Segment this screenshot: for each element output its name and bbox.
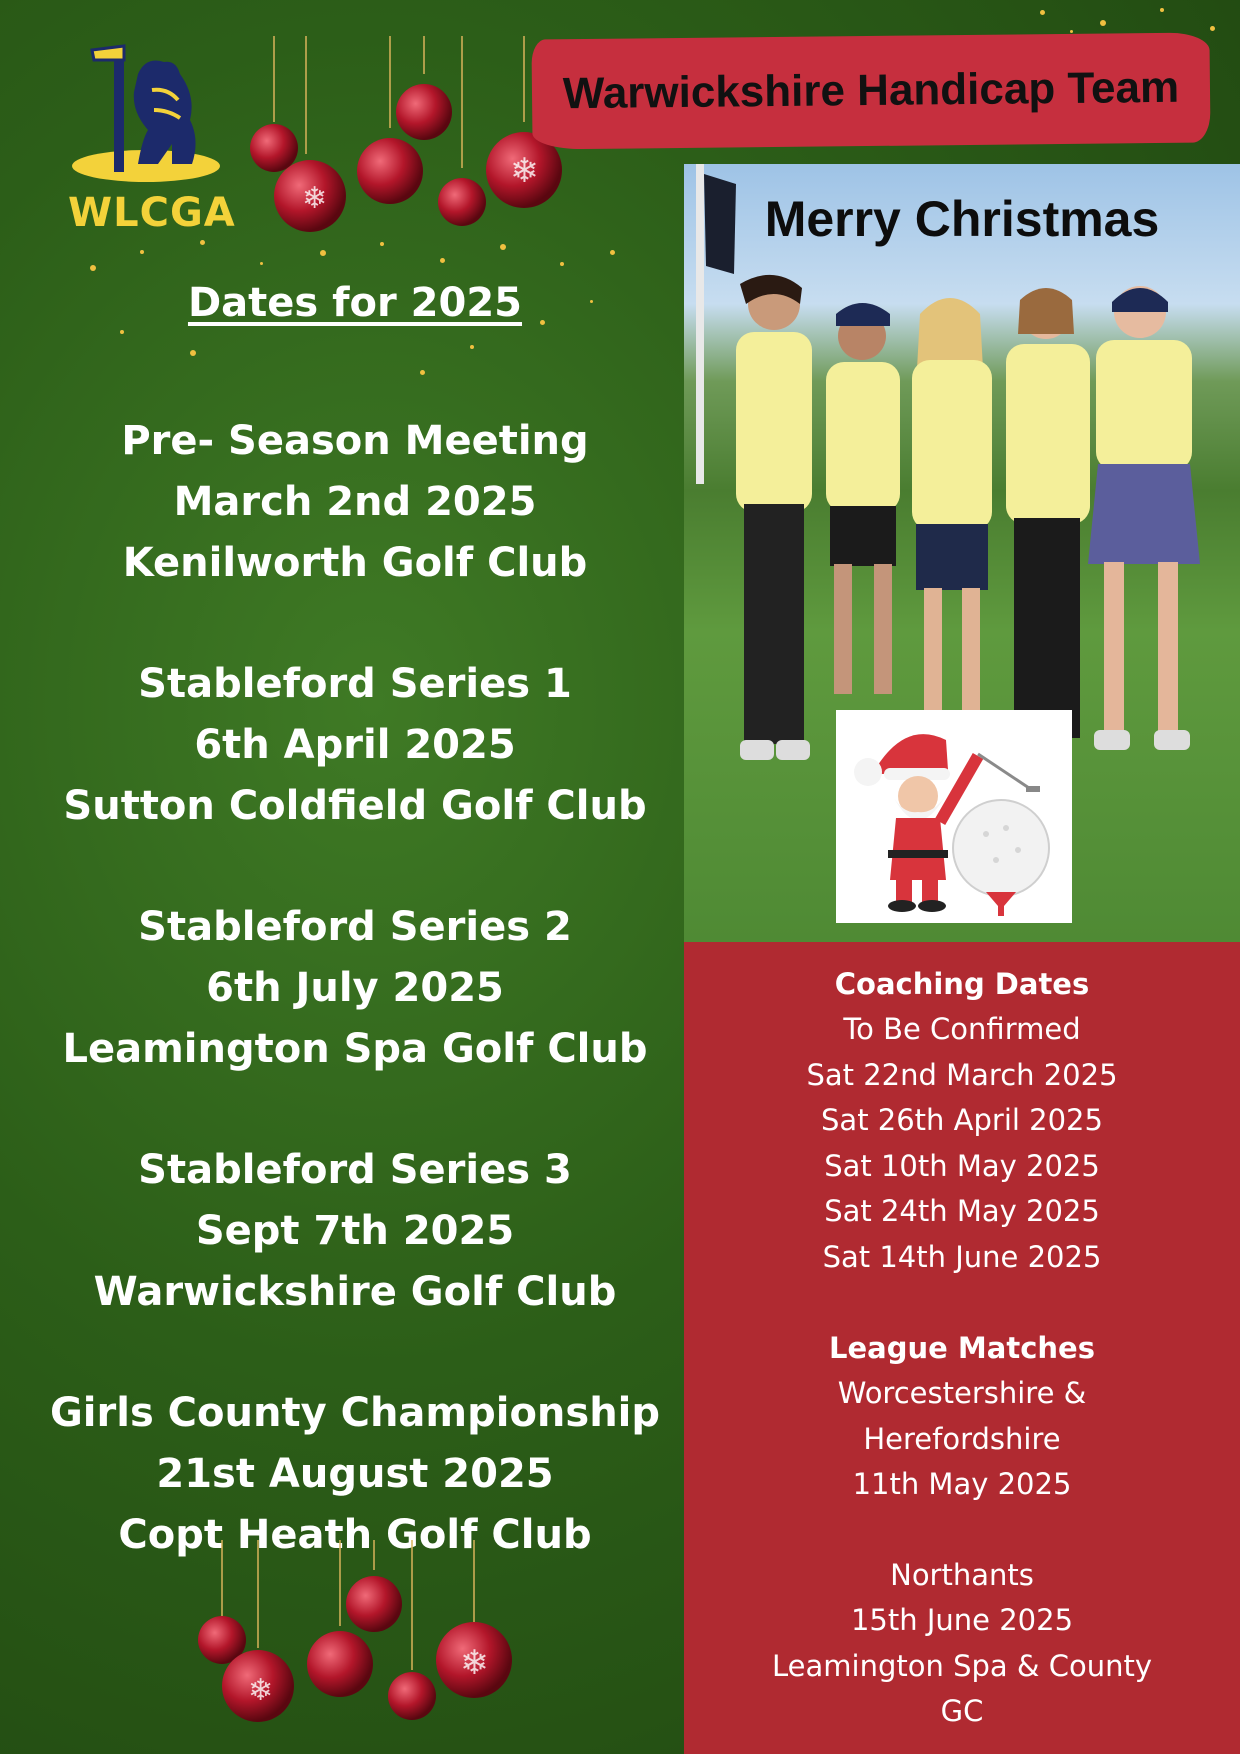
- santa-golfer-image: [836, 710, 1072, 923]
- team-banner: [531, 32, 1210, 149]
- christmas-baubles-bottom: [190, 1540, 530, 1754]
- wlcga-logo: [68, 40, 236, 240]
- league-line: Herefordshire: [863, 1421, 1061, 1456]
- event-stableford-1: [40, 654, 670, 837]
- event-name: Stableford Series 2: [138, 904, 572, 950]
- svg-text:❄: ❄: [248, 1673, 274, 1708]
- event-venue: Kenilworth Golf Club: [122, 540, 588, 586]
- event-pre-season: [40, 411, 670, 594]
- league-line: Leamington Spa & County: [772, 1648, 1152, 1683]
- event-name: Stableford Series 1: [138, 661, 572, 707]
- svg-text:❄: ❄: [302, 181, 328, 216]
- event-girls-county: [40, 1383, 670, 1566]
- league-line: 11th May 2025: [852, 1467, 1072, 1501]
- coaching-line: Sat 14th June 2025: [822, 1239, 1102, 1274]
- event-name: Stableford Series 3: [138, 1147, 572, 1193]
- dates-heading: Dates for 2025: [187, 280, 523, 326]
- christmas-baubles-top: [240, 36, 570, 246]
- coaching-league-panel: [684, 942, 1240, 1754]
- event-venue: Warwickshire Golf Club: [93, 1269, 617, 1315]
- coaching-line: Sat 22nd March 2025: [806, 1057, 1118, 1092]
- event-name: Girls County Championship: [49, 1390, 661, 1436]
- dates-column: [40, 280, 670, 1626]
- event-stableford-3: [40, 1140, 670, 1323]
- event-date: March 2nd 2025: [173, 479, 537, 525]
- event-date: Sept 7th 2025: [195, 1208, 515, 1254]
- coaching-line: Sat 24th May 2025: [824, 1194, 1100, 1228]
- event-date: 21st August 2025: [156, 1451, 554, 1497]
- bear-ragged-staff-icon: [68, 40, 228, 190]
- event-venue: Sutton Coldfield Golf Club: [63, 783, 647, 829]
- league-line: Northants: [890, 1557, 1034, 1592]
- event-name: Pre- Season Meeting: [121, 418, 589, 464]
- banner-title: Warwickshire Handicap Team: [562, 62, 1180, 119]
- league-heading: League Matches: [829, 1331, 1095, 1365]
- coaching-line: To Be Confirmed: [843, 1012, 1081, 1046]
- league-line: Worcestershire &: [837, 1376, 1087, 1410]
- event-date: 6th April 2025: [194, 722, 516, 768]
- merry-christmas-title: Merry Christmas: [764, 191, 1160, 247]
- logo-text: WLCGA: [68, 190, 236, 236]
- event-venue: Copt Heath Golf Club: [118, 1512, 592, 1558]
- league-line: GC: [940, 1694, 984, 1728]
- coaching-line: Sat 26th April 2025: [821, 1103, 1103, 1137]
- svg-text:❄: ❄: [460, 1643, 489, 1683]
- event-venue: Leamington Spa Golf Club: [62, 1026, 648, 1072]
- coaching-line: Sat 10th May 2025: [824, 1148, 1100, 1183]
- event-stableford-2: [40, 897, 670, 1080]
- santa-golf-icon: [836, 710, 1072, 923]
- event-date: 6th July 2025: [206, 965, 504, 1011]
- coaching-heading: Coaching Dates: [834, 967, 1090, 1001]
- svg-text:❄: ❄: [510, 151, 539, 191]
- league-line: 15th June 2025: [850, 1603, 1074, 1637]
